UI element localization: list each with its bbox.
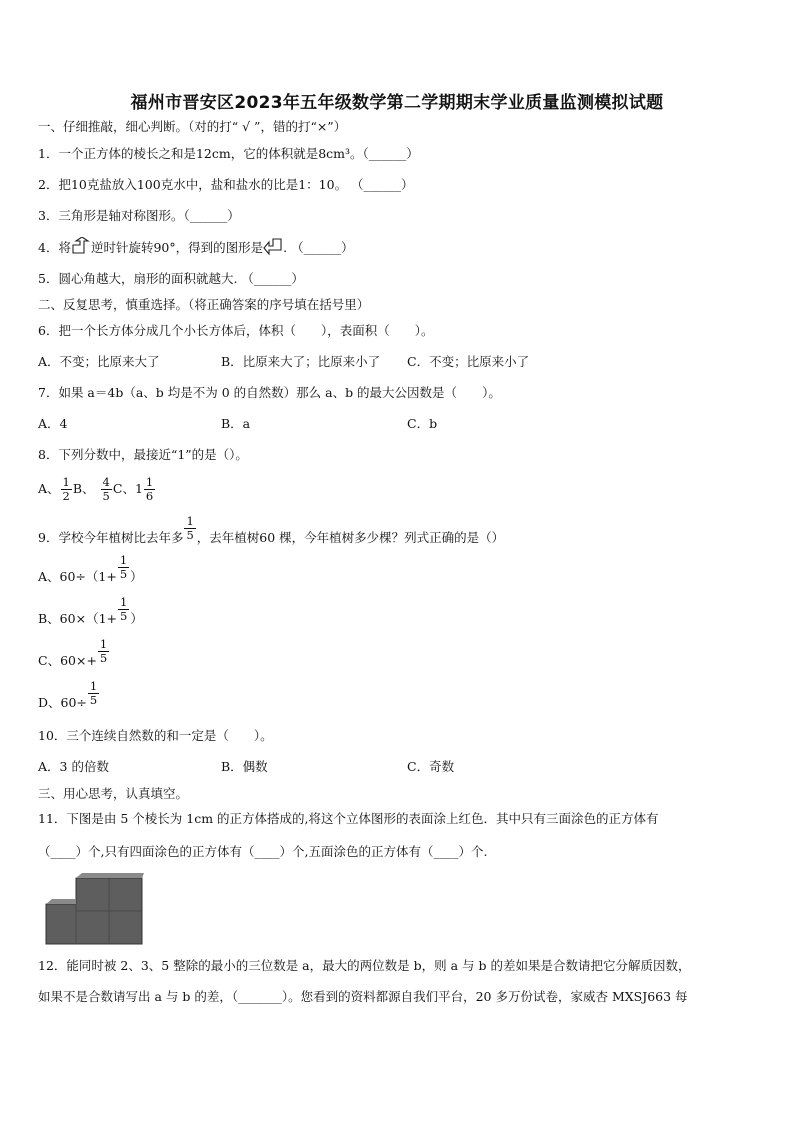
question-7-option-b: B．a [221,416,251,431]
question-8-options [38,474,156,504]
question-9-option-a-close: ） [130,569,143,584]
question-12-line-2: 如果不是合数请写出 a 与 b 的差，（_______）。您看到的资料都源自我们平台，20 多万份试卷，家威杏 MXSJ663 每 [38,989,688,1004]
question-9-prefix: 9．学校今年植树比去年多 [38,530,184,545]
question-9-option-c [38,637,110,676]
question-10: 10．三个连续自然数的和一定是（ ）。 [38,728,273,743]
question-9-option-d [38,679,100,718]
question-9-option-a-text: A、60÷（1+ [38,569,117,584]
question-6: 6．把一个长方体分成几个小长方体后，体积（ ），表面积（ ）。 [38,323,434,338]
section3-heading: 三、用心思考，认真填空。 [38,786,189,801]
question-3: 3．三角形是轴对称图形。（______） [38,208,240,223]
section2-heading: 二、反复思考，慎重选择。（将正确答案的序号填在括号里） [38,297,370,312]
question-9-option-c-text: C、60×+ [38,653,97,668]
question-5: 5．圆心角越大，扇形的面积就越大. （______） [38,271,304,286]
question-11-line-2: （____）个,只有四面涂色的正方体有（____）个,五面涂色的正方体有（____）个. [38,844,488,859]
question-6-option-b: B．比原来大了；比原来小了 [221,354,381,369]
question-1: 1．一个正方体的棱长之和是12cm，它的体积就是8cm³。（______） [38,146,419,161]
question-9-option-b-text: B、60×（1+ [38,611,117,626]
section1-heading: 一、仔细推敲，细心判断。（对的打“ √ ”，错的打“×”） [38,119,347,134]
question-2: 2．把10克盐放入100克水中，盐和盐水的比是1：10。 （______） [38,177,414,192]
fraction-one-sixth: $\frac{1}{6}$ [145,475,154,503]
page-title: 福州市晋安区2023年五年级数学第二学期期末学业质量监测模拟试题 [130,93,664,113]
question-7: 7．如果 a＝4b（a、b 均是不为 0 的自然数）那么 a、b 的最大公因数是（ ）。 [38,385,501,400]
question-12-line-1: 12．能同时被 2、3、5 整除的最小的三位数是 a，最大的两位数是 b，则 a 与 b 的差如果是合数请把它分解质因数， [38,958,691,973]
question-8: 8．下列分数中，最接近“1”的是（）。 [38,447,248,462]
fraction-one-fifth: $\frac{1}{5}$ [99,637,108,665]
question-8-option-c-label: C、1 [112,481,143,496]
question-9-option-b [38,595,143,634]
question-6-option-a: A．不变；比原来大了 [38,354,160,369]
fraction-one-fifth: $\frac{1}{5}$ [119,553,128,581]
question-10-option-a: A．3 的倍数 [38,759,109,774]
question-9-option-a [38,553,143,592]
question-4-middle: 逆时针旋转90°，得到的图形是 [90,240,264,255]
question-10-option-b: B．偶数 [221,759,268,774]
fraction-one-fifth: $\frac{1}{5}$ [89,679,98,707]
fraction-one-fifth: $\frac{1}{5}$ [120,595,128,623]
question-7-option-a: A．4 [38,416,68,431]
arrow-shape-rotated-icon [263,237,283,260]
question-4-prefix: 4．将 [38,240,71,255]
question-8-option-b-label: B、 [72,481,95,496]
question-7-option-c: C．b [407,416,438,431]
fraction-four-fifths: $\frac{4}{5}$ [102,475,110,503]
cube-stack-figure [44,872,144,949]
question-11-line-1: 11．下图是由 5 个棱长为 1cm 的正方体搭成的,将这个立体图形的表面涂上红色．其中只有三面涂色的正方体有 [38,811,659,826]
question-9-option-d-text: D、60÷ [38,695,87,710]
question-6-option-c: C．不变；比原来小了 [407,354,530,369]
question-8-option-a-label: A、 [38,481,60,496]
question-4 [38,237,354,260]
question-9-option-b-close: ） [130,611,143,626]
fraction-one-half: $\frac{1}{2}$ [62,475,70,503]
question-9-suffix: ，去年植树60 棵，今年植树多少棵？列式正确的是（） [196,530,505,545]
question-4-suffix: . （______） [283,240,354,255]
arrow-shape-original-icon [71,237,91,260]
fraction-one-fifth: $\frac{1}{5}$ [186,514,194,542]
question-10-option-c: C．奇数 [407,759,455,774]
question-9 [38,514,505,553]
